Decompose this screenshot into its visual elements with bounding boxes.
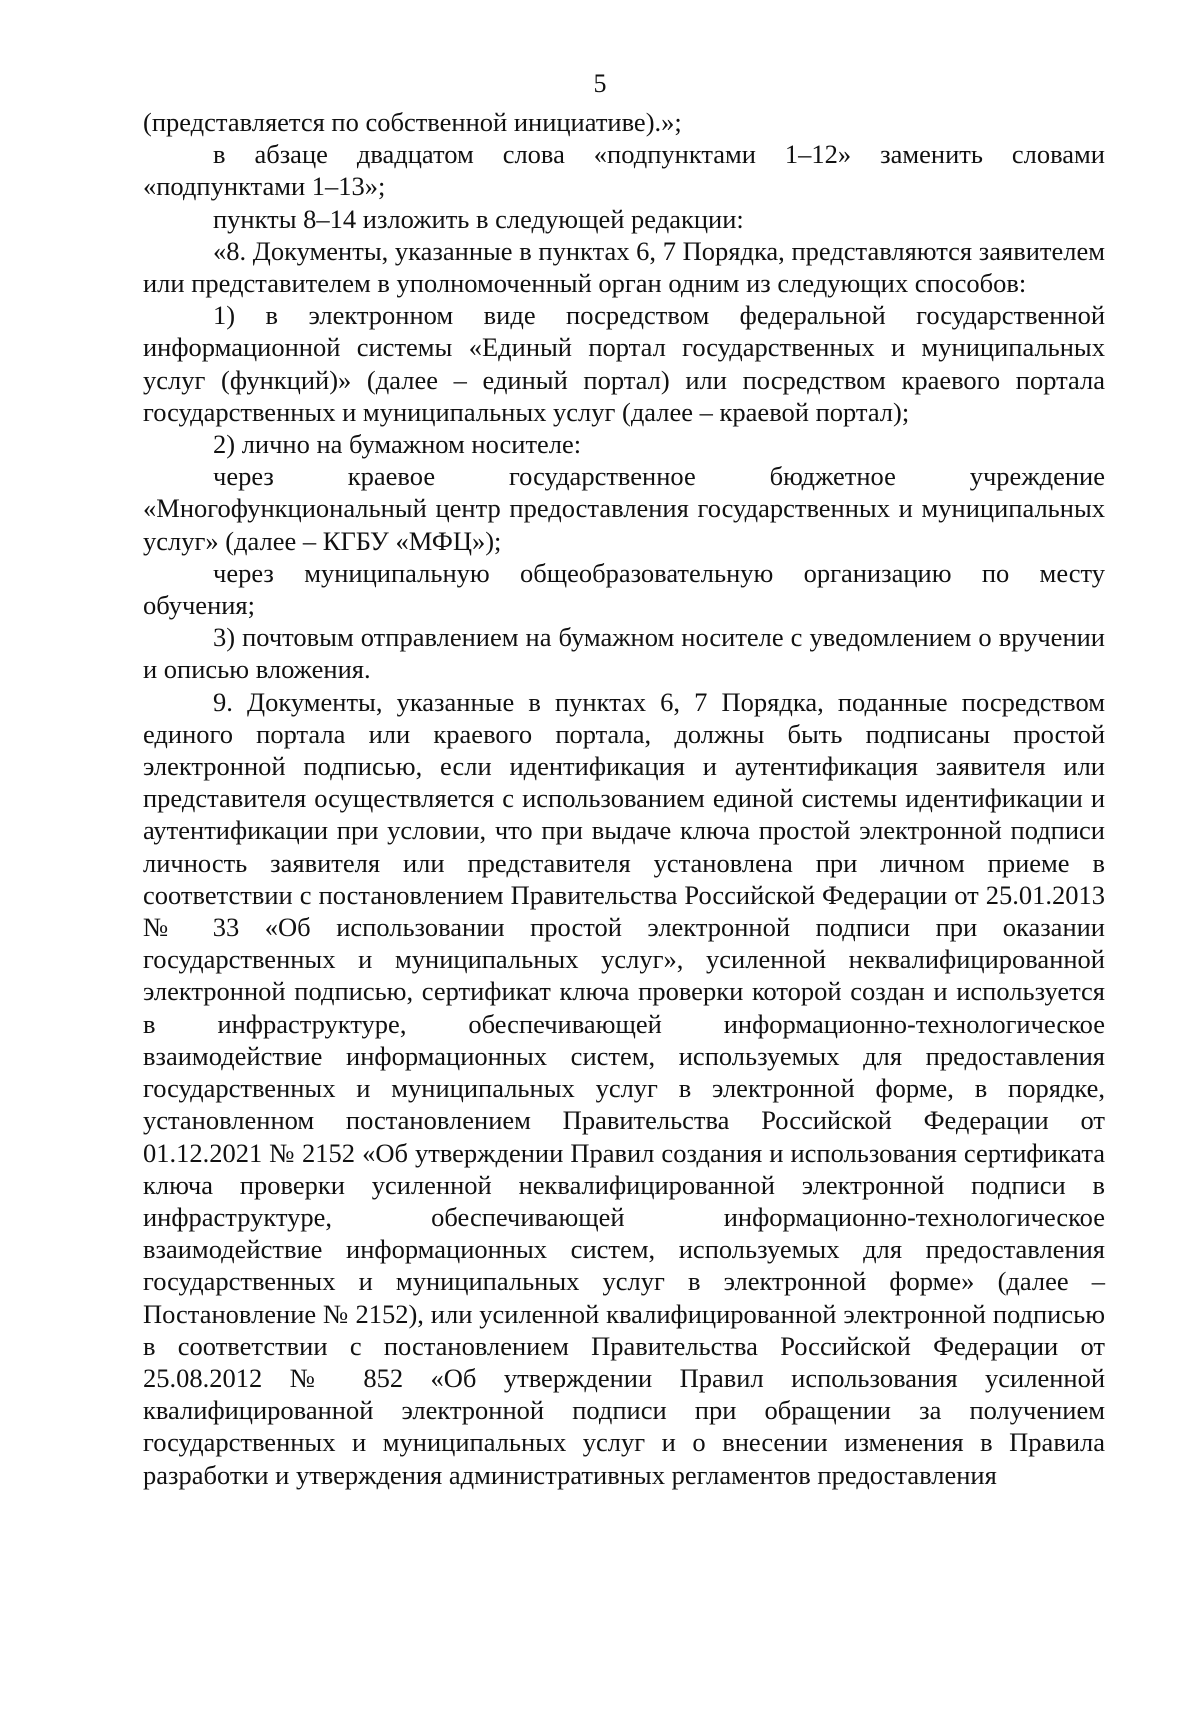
paragraph: (представляется по собственной инициативе).»; xyxy=(143,107,682,137)
paragraph: через краевое государственное бюджетное учреждение «Многофункциональный центр предоставления государственных и муниципальных услуг» (далее – КГБУ «МФЦ»); xyxy=(143,461,1105,556)
paragraph: 1) в электронном виде посредством федеральной государственной информационной системы «Единый портал государственных и муниципальных услуг (функций)» (далее – единый портал) или посредством краевого портала государственных и муниципальных услуг (далее – краевой портал); xyxy=(143,300,1105,427)
document-body xyxy=(143,106,1105,1491)
paragraph: в абзаце двадцатом слова «подпунктами 1–12» заменить словами «подпунктами 1–13»; xyxy=(143,139,1105,202)
paragraph: через муниципальную общеобразовательную организацию по месту обучения; xyxy=(143,557,1105,621)
paragraph: 3) почтовым отправлением на бумажном носителе с уведомлением о вручении и описью вложения. xyxy=(143,622,1105,685)
paragraph: пункты 8–14 изложить в следующей редакции: xyxy=(213,203,744,234)
page-number: 5 xyxy=(593,69,607,98)
paragraph: 2) лично на бумажном носителе: xyxy=(213,429,582,460)
paragraph: 9. Документы, указанные в пунктах 6, 7 Порядка, поданные посредством единого портала или краевого портала, должны быть подписаны простой электронной подписью, если идентификация и аутентификация заявителя или представителя осуществляется с использованием единой системы идентификации и аутентификации при условии, что при выдаче ключа простой электронной подписи личность заявителя или представителя установлена при личном приеме в соответствии с постановлением Правительства Российской Федерации от 25.01.2013 № 33 «Об использовании простой электронной подписи при оказании государственных и муниципальных услуг», усиленной неквалифицированной электронной подписью, сертификат ключа проверки которой создан и используется в инфраструктуре, обеспечивающей информационно-технологическое взаимодействие информационных систем, используемых для предоставления государственных и муниципальных услуг в электронной форме, в порядке, установленном постановлением Правительства Российской Федерации от 01.12.2021 № 2152 «Об утверждении Правил создания и использования сертификата ключа проверки усиленной неквалифицированной электронной подписи в инфраструктуре, обеспечивающей информационно-технологическое взаимодействие информационных систем, используемых для предоставления государственных и муниципальных услуг в электронной форме» (далее – Постановление № 2152), или усиленной квалифицированной электронной подписью в соответствии с постановлением Правительства Российской Федерации от 25.08.2012 № 852 «Об утверждении Правил использования усиленной квалифицированной электронной подписи при обращении за получением государственных и муниципальных услуг и о внесении изменения в Правила разработки и утверждения административных регламентов предоставления xyxy=(143,686,1105,1490)
paragraph: «8. Документы, указанные в пунктах 6, 7 Порядка, представляются заявителем или представителем в уполномоченный орган одним из следующих способов: xyxy=(143,235,1105,299)
